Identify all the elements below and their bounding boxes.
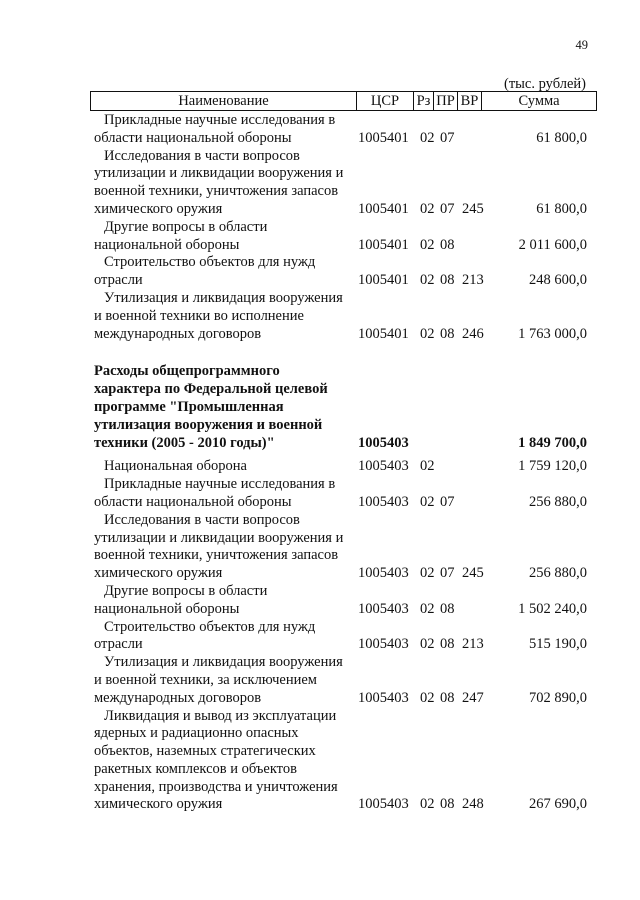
row-name-line: Прикладные научные исследования в [104,476,336,493]
row-name-line: Исследования в части вопросов [104,511,300,528]
row-name-line: химического оружия [94,200,223,217]
row-name-line: и военной техники во исполнение [94,307,304,324]
row-name [90,708,358,815]
row-pr: 08 [440,796,455,813]
row-rz: 02 [420,493,435,510]
row-name [90,512,358,583]
row-name-line: хранения, производства и уничтожения [94,778,338,795]
header-csr: ЦСР [357,92,414,110]
header-sum: Сумма [518,93,560,109]
spacer [90,343,597,363]
row-name-line: объектов, наземных стратегических [94,743,316,760]
budget-table [90,112,597,814]
row-name [90,619,358,655]
row-sum: 1 763 000,0 [518,325,587,342]
row-name [90,583,358,619]
table-row [90,583,597,619]
row-pr: 08 [440,325,455,342]
row-name-line: Другие вопросы в области [104,218,268,235]
row-rz: 02 [420,272,435,289]
row-name-line: ракетных комплексов и объектов [94,760,297,777]
row-rz: 02 [420,565,435,582]
row-sum: 515 190,0 [529,636,587,653]
row-rz: 02 [420,796,435,813]
row-sum: 702 890,0 [529,689,587,706]
row-csr: 1005403 [358,636,409,653]
row-name-line: военной техники, уничтожения запасов [94,183,339,200]
row-pr: 08 [440,272,455,289]
row-name-line: Расходы общепрограммного [94,363,280,380]
row-csr: 1005401 [358,200,409,217]
row-csr: 1005401 [358,129,409,146]
table-row [90,363,597,452]
row-name-line: химического оружия [94,565,223,582]
row-name [90,254,358,290]
table-row [90,290,597,343]
header-pr: ПР [434,92,458,110]
row-name [90,290,358,343]
row-rz: 02 [420,129,435,146]
page-number: 49 [575,38,588,52]
row-name-line: техники (2005 - 2010 годы)" [94,434,275,451]
row-csr: 1005401 [358,236,409,253]
row-csr: 1005403 [358,434,409,451]
row-rz: 02 [420,325,435,342]
row-vr: 245 [462,200,484,217]
row-csr: 1005403 [358,796,409,813]
row-name-line: Утилизация и ликвидация вооружения [104,654,343,671]
row-pr: 07 [440,565,455,582]
row-pr: 08 [440,689,455,706]
row-name-line: отрасли [94,636,143,653]
table-row [90,512,597,583]
row-sum: 256 880,0 [529,493,587,510]
row-pr: 08 [440,600,455,617]
row-rz: 02 [420,200,435,217]
row-pr: 07 [440,129,455,146]
table-header [90,91,597,111]
table-row [90,254,597,290]
row-name-line: утилизации и ликвидации вооружения и [94,165,344,182]
row-pr: 07 [440,200,455,217]
row-name [90,112,358,148]
row-name-line: международных договоров [94,689,262,706]
table-row [90,619,597,655]
row-csr: 1005403 [358,689,409,706]
row-name-line: и военной техники, за исключением [94,671,317,688]
units-label: (тыс. рублей) [504,76,586,92]
row-vr: 246 [462,325,484,342]
row-name-line: Исследования в части вопросов [104,147,300,164]
row-rz: 02 [420,636,435,653]
header-vr: ВР [458,92,482,110]
row-name-line: программе "Промышленная [94,398,284,415]
row-sum: 256 880,0 [529,565,587,582]
row-name [90,458,358,476]
row-name-line: национальной обороны [94,600,240,617]
row-sum: 1 502 240,0 [518,600,587,617]
header-name: Наименование [91,92,357,110]
row-name-line: области национальной обороны [94,129,292,146]
table-row [90,148,597,219]
row-name-line: Национальная оборона [104,458,247,475]
row-name-line: химического оружия [94,796,223,813]
row-csr: 1005401 [358,325,409,342]
row-name-line: Ликвидация и вывод из эксплуатации [104,707,337,724]
row-name [90,476,358,512]
row-name-line: ядерных и радиационно опасных [94,725,299,742]
row-vr: 247 [462,689,484,706]
row-csr: 1005403 [358,493,409,510]
row-vr: 213 [462,636,484,653]
row-name-line: Утилизация и ликвидация вооружения [104,289,343,306]
row-name-line: национальной обороны [94,236,240,253]
row-name-line: утилизации и ликвидации вооружения и [94,529,344,546]
row-sum: 267 690,0 [529,796,587,813]
row-sum: 1 849 700,0 [518,434,587,451]
header-rz: Рз [414,92,434,110]
row-name-line: Строительство объектов для нужд [104,254,316,271]
row-name [90,148,358,219]
table-row [90,458,597,476]
row-sum: 248 600,0 [529,272,587,289]
row-sum: 61 800,0 [536,200,587,217]
row-rz: 02 [420,236,435,253]
row-rz: 02 [420,458,435,475]
row-pr: 08 [440,636,455,653]
row-sum: 2 011 600,0 [518,236,587,253]
row-sum: 1 759 120,0 [518,458,587,475]
row-vr: 245 [462,565,484,582]
row-name [90,363,358,452]
row-vr: 213 [462,272,484,289]
row-csr: 1005403 [358,458,409,475]
row-vr: 248 [462,796,484,813]
row-sum: 61 800,0 [536,129,587,146]
row-name [90,654,358,707]
row-name-line: Другие вопросы в области [104,582,268,599]
table-row [90,112,597,148]
row-name-line: области национальной обороны [94,493,292,510]
row-csr: 1005401 [358,272,409,289]
row-csr: 1005403 [358,565,409,582]
row-name-line: характера по Федеральной целевой [94,381,328,398]
row-name [90,219,358,255]
row-name-line: отрасли [94,272,143,289]
row-csr: 1005403 [358,600,409,617]
row-rz: 02 [420,689,435,706]
row-name-line: военной техники, уничтожения запасов [94,547,339,564]
row-name-line: Прикладные научные исследования в [104,112,336,128]
table-row [90,654,597,707]
row-name-line: утилизация вооружения и военной [94,416,323,433]
row-name-line: международных договоров [94,325,262,342]
row-pr: 07 [440,493,455,510]
row-pr: 08 [440,236,455,253]
row-rz: 02 [420,600,435,617]
table-row [90,708,597,815]
row-name-line: Строительство объектов для нужд [104,618,316,635]
table-row [90,219,597,255]
table-row [90,476,597,512]
